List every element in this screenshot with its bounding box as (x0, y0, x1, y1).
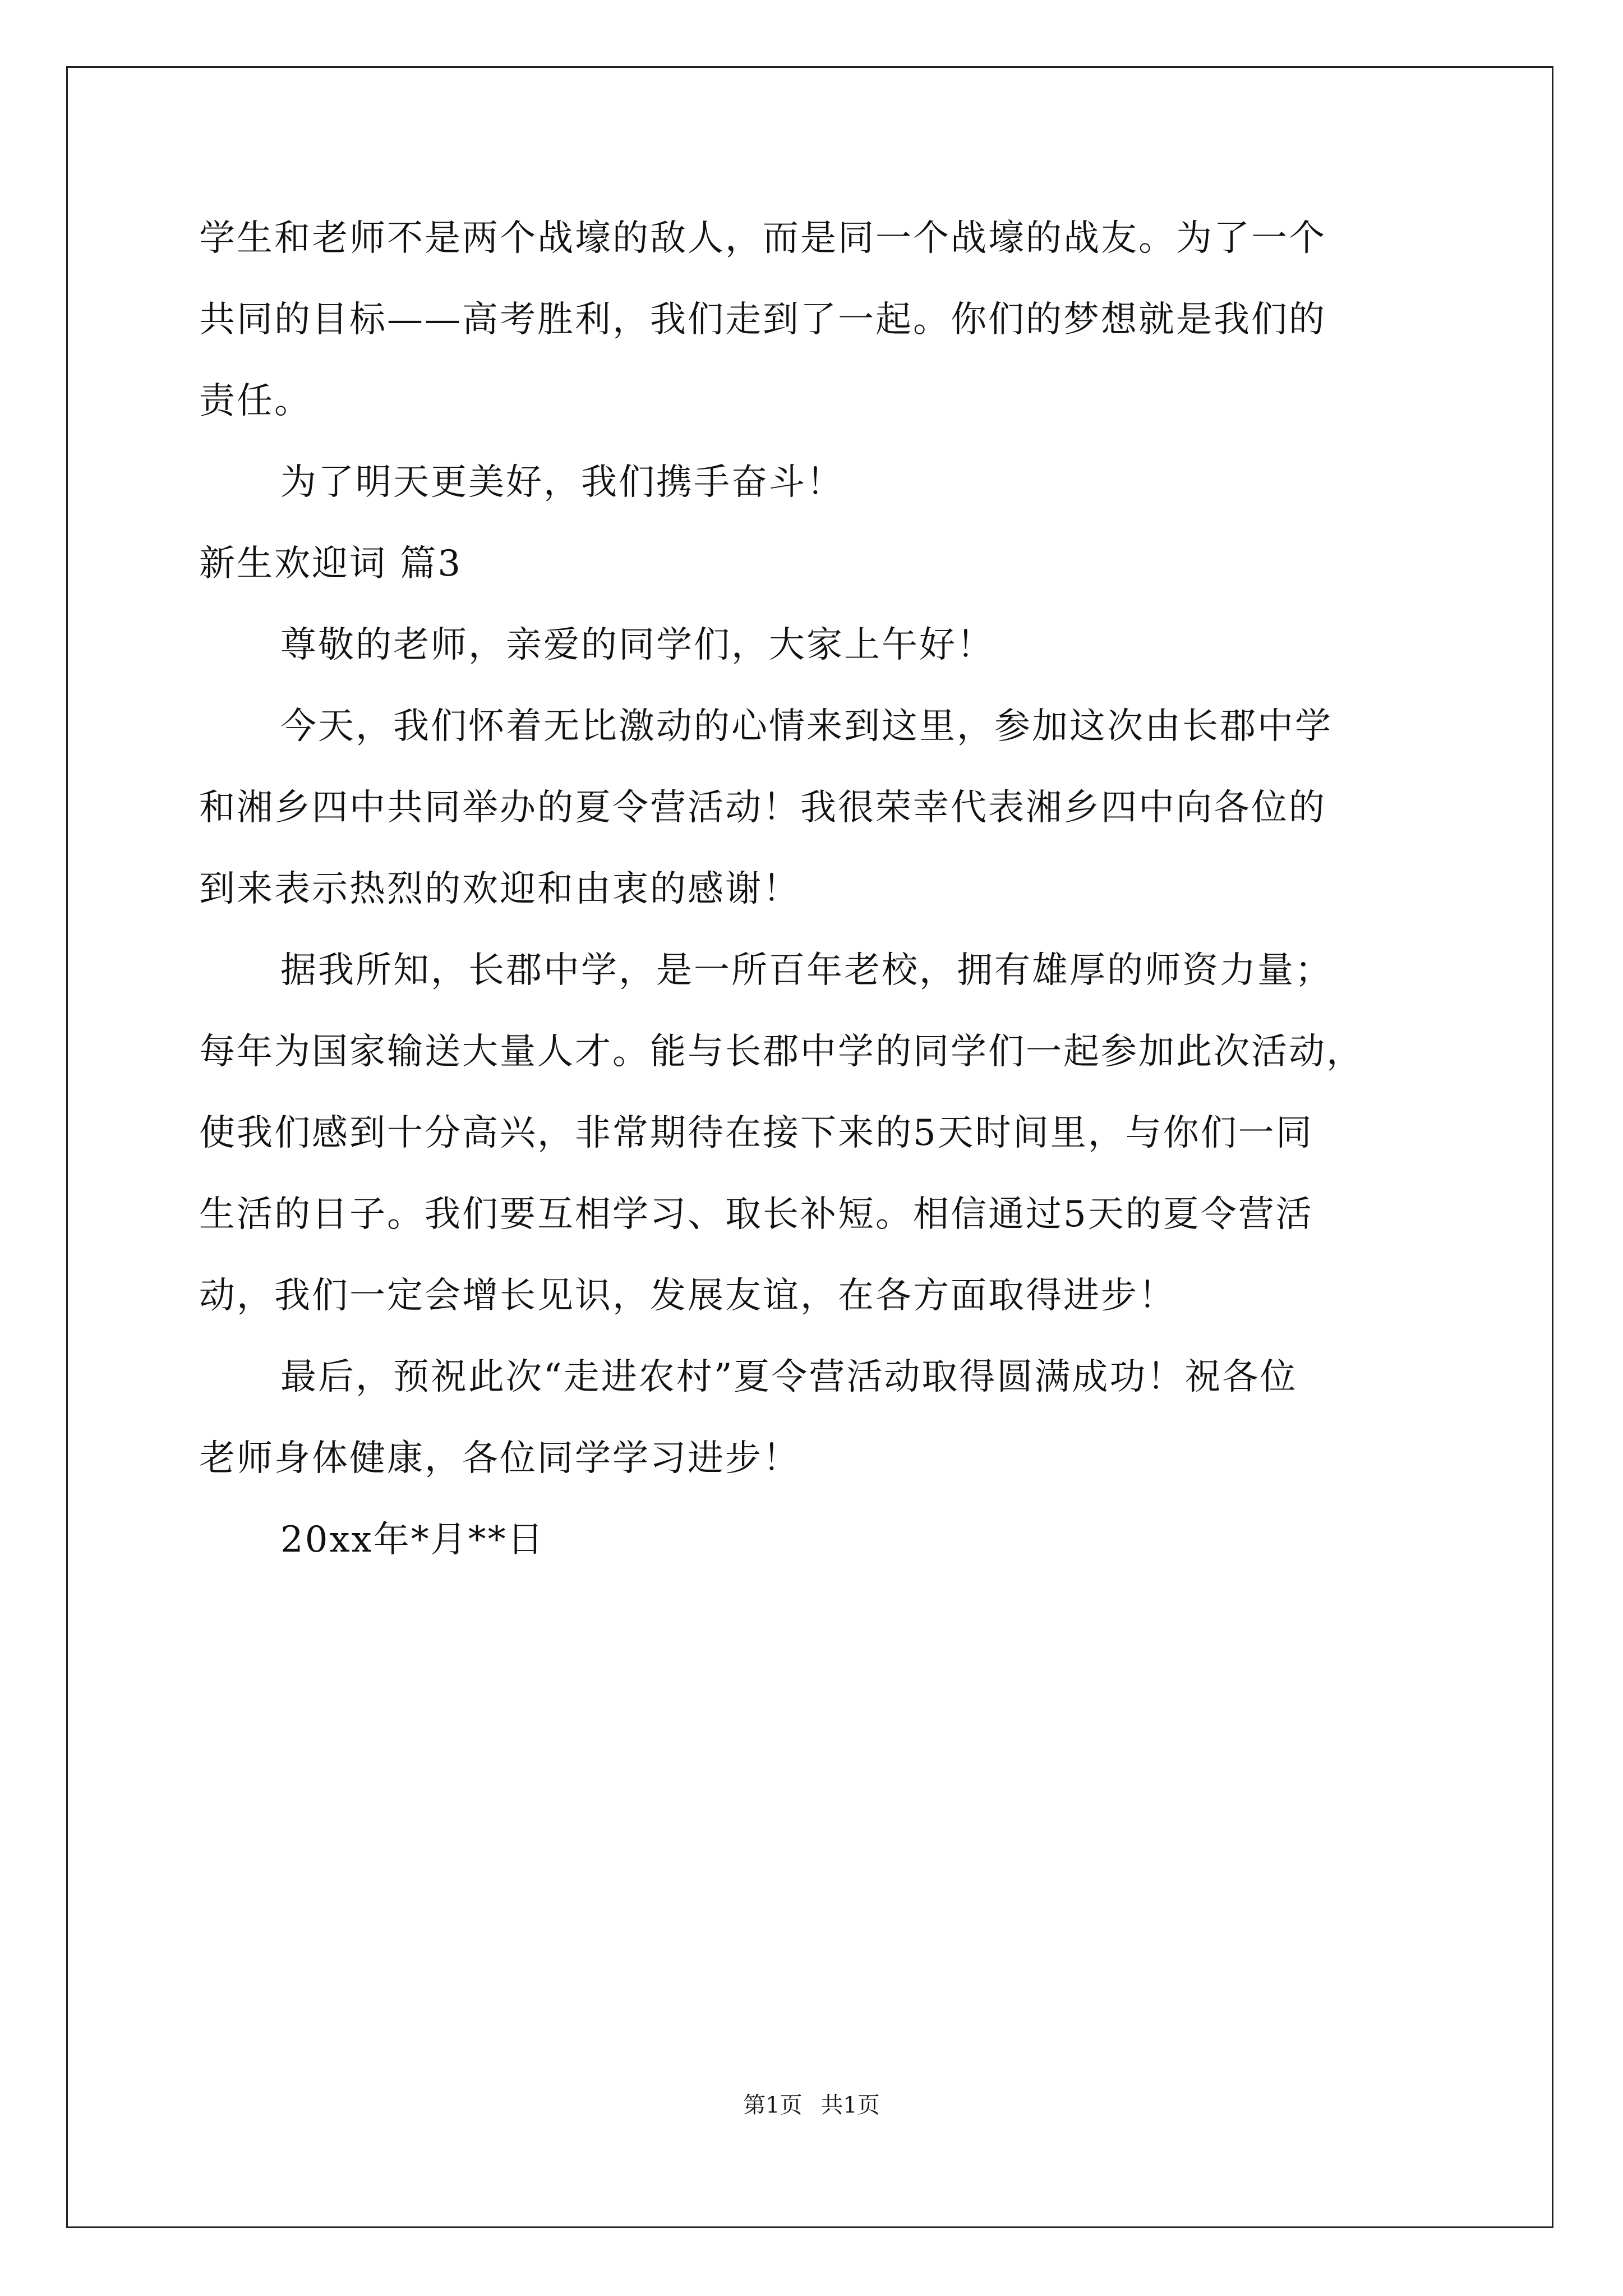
text-line: 学生和老师不是两个战壕的敌人，而是同一个战壕的战友。为了一个 (199, 218, 1326, 259)
text-line: 共同的目标——高考胜利，我们走到了一起。你们的梦想就是我们的 (199, 299, 1326, 341)
page-total: 共1页 (820, 2092, 880, 2118)
text-line: 每年为国家输送大量人才。能与长郡中学的同学们一起参加此次活动， (199, 1031, 1364, 1073)
text-line: 最后，预祝此次“走进农村”夏令营活动取得圆满成功！祝各位 (280, 1356, 1298, 1398)
page-footer (0, 2091, 1623, 2119)
text-line: 据我所知，长郡中学，是一所百年老校，拥有雄厚的师资力量； (280, 950, 1332, 991)
section-heading: 新生欢迎词 篇3 (199, 543, 463, 585)
text-line: 尊敬的老师，亲爱的同学们，大家上午好！ (280, 624, 994, 666)
page-number: 第1页 (743, 2092, 803, 2118)
text-line: 今天，我们怀着无比激动的心情来到这里，参加这次由长郡中学 (280, 706, 1332, 747)
text-line: 老师身体健康，各位同学学习进步！ (199, 1438, 800, 1479)
text-line: 到来表示热烈的欢迎和由衷的感谢！ (199, 868, 800, 910)
text-line: 使我们感到十分高兴，非常期待在接下来的5天时间里，与你们一同 (199, 1112, 1313, 1154)
text-line: 和湘乡四中共同举办的夏令营活动！我很荣幸代表湘乡四中向各位的 (199, 787, 1326, 829)
text-line: 动，我们一定会增长见识，发展友谊，在各方面取得进步！ (199, 1275, 1176, 1317)
text-line: 为了明天更美好，我们携手奋斗！ (280, 462, 844, 503)
date-line: 20xx年*月**日 (280, 1519, 545, 1561)
text-line: 责任。 (199, 380, 312, 422)
text-line: 生活的日子。我们要互相学习、取长补短。相信通过5天的夏令营活 (199, 1194, 1313, 1235)
